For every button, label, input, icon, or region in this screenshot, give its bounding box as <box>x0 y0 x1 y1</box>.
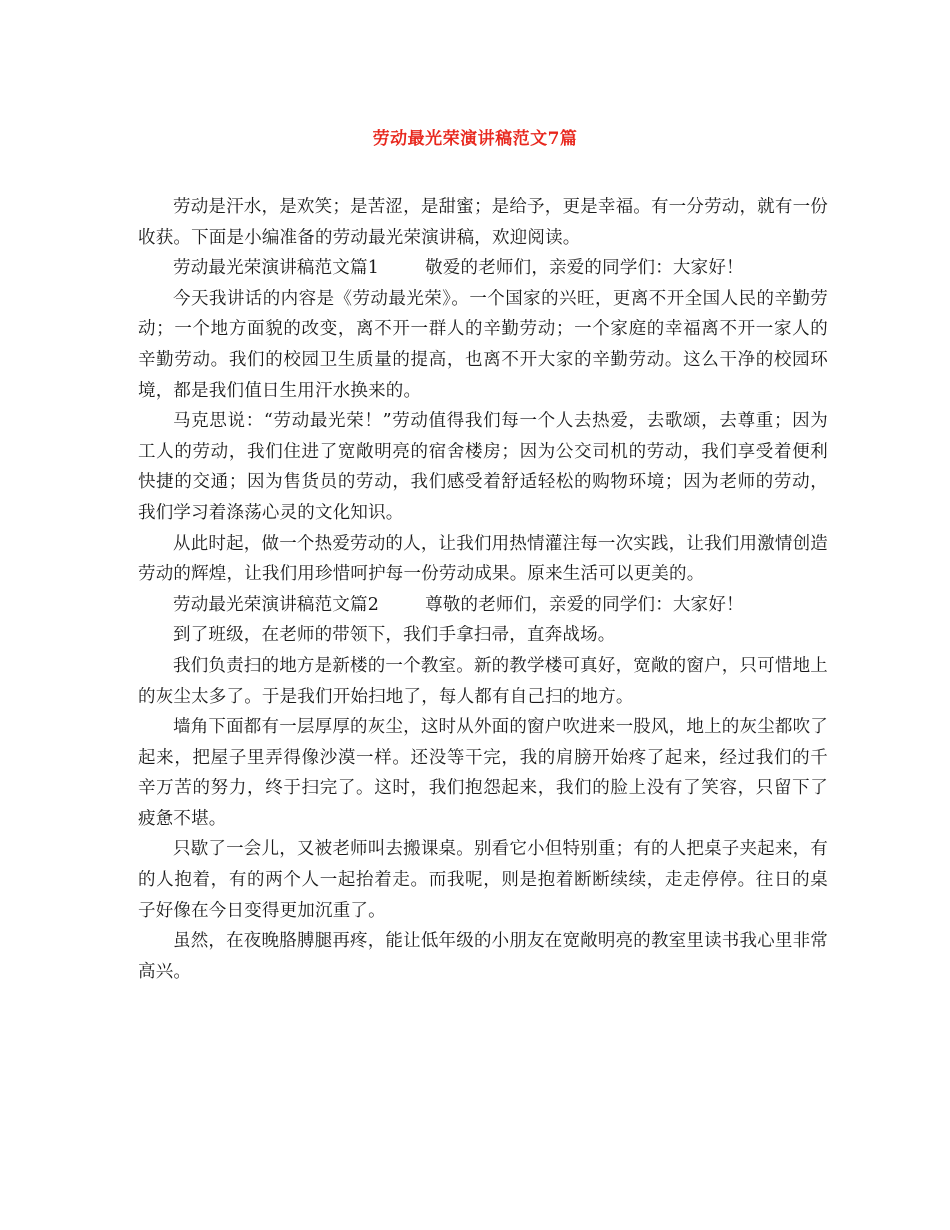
paragraph-essay-2-body-4: 只歇了一会儿，又被老师叫去搬课桌。别看它小但特别重；有的人把桌子夹起来，有的人抱着，有的两个人一起抬着走。而我呢，则是抱着断断续续，走走停停。往日的桌子好像在今日变得更加沉重了。 <box>138 839 828 921</box>
document-body <box>138 192 828 987</box>
paragraph-essay-1-body-1: 今天我讲话的内容是《劳动最光荣》。一个国家的兴旺，更离不开全国人民的辛勤劳动；一个地方面貌的改变，离不开一群人的辛勤劳动；一个家庭的幸福离不开一家人的辛勤劳动。我们的校园卫生质量的提高，也离不开大家的辛勤劳动。这么干净的校园环境，都是我们值日生用汗水换来的。 <box>138 288 828 401</box>
paragraph-essay-1-body-3: 从此时起，做一个热爱劳动的人，让我们用热情灌注每一次实践，让我们用激情创造劳动的辉煌，让我们用珍惜呵护每一份劳动成果。原来生活可以更美的。 <box>138 533 828 585</box>
paragraph-essay-1-body-2: 马克思说：“劳动最光荣！”劳动值得我们每一个人去热爱，去歌颂，去尊重；因为工人的劳动，我们住进了宽敞明亮的宿舍楼房；因为公交司机的劳动，我们享受着便利快捷的交通；因为售货员的劳动，我们感受着舒适轻松的购物环境；因为老师的劳动，我们学习着涤荡心灵的文化知识。 <box>138 411 828 523</box>
paragraph-essay-2-body-3: 墙角下面都有一层厚厚的灰尘，这时从外面的窗户吹进来一股风，地上的灰尘都吹了起来，把屋子里弄得像沙漠一样。还没等干完，我的肩膀开始疼了起来，经过我们的千辛万苦的努力，终于扫完了。这时，我们抱怨起来，我们的脸上没有了笑容，只留下了疲惫不堪。 <box>138 717 828 829</box>
paragraph-essay-2-body-5: 虽然，在夜晚胳膊腿再疼，能让低年级的小朋友在宽敞明亮的教室里读书我心里非常高兴。 <box>138 931 828 982</box>
document-title: 劳动最光荣演讲稿范文7篇 <box>372 129 578 149</box>
paragraph-essay-2-heading: 劳动最光荣演讲稿范文篇2 尊敬的老师们，亲爱的同学们：大家好！ <box>173 594 744 615</box>
paragraph-essay-2-body-1: 到了班级，在老师的带领下，我们手拿扫帚，直奔战场。 <box>173 625 616 646</box>
paragraph-essay-2-body-2: 我们负责扫的地方是新楼的一个教室。新的教学楼可真好，宽敞的窗户，只可惜地上的灰尘太多了。于是我们开始扫地了，每人都有自己扫的地方。 <box>138 655 828 707</box>
paragraph-intro: 劳动是汗水，是欢笑；是苦涩，是甜蜜；是给予，更是幸福。有一分劳动，就有一份收获。下面是小编准备的劳动最光荣演讲稿，欢迎阅读。 <box>138 197 828 248</box>
paragraph-essay-1-heading: 劳动最光荣演讲稿范文篇1 敬爱的老师们，亲爱的同学们：大家好！ <box>173 258 744 279</box>
